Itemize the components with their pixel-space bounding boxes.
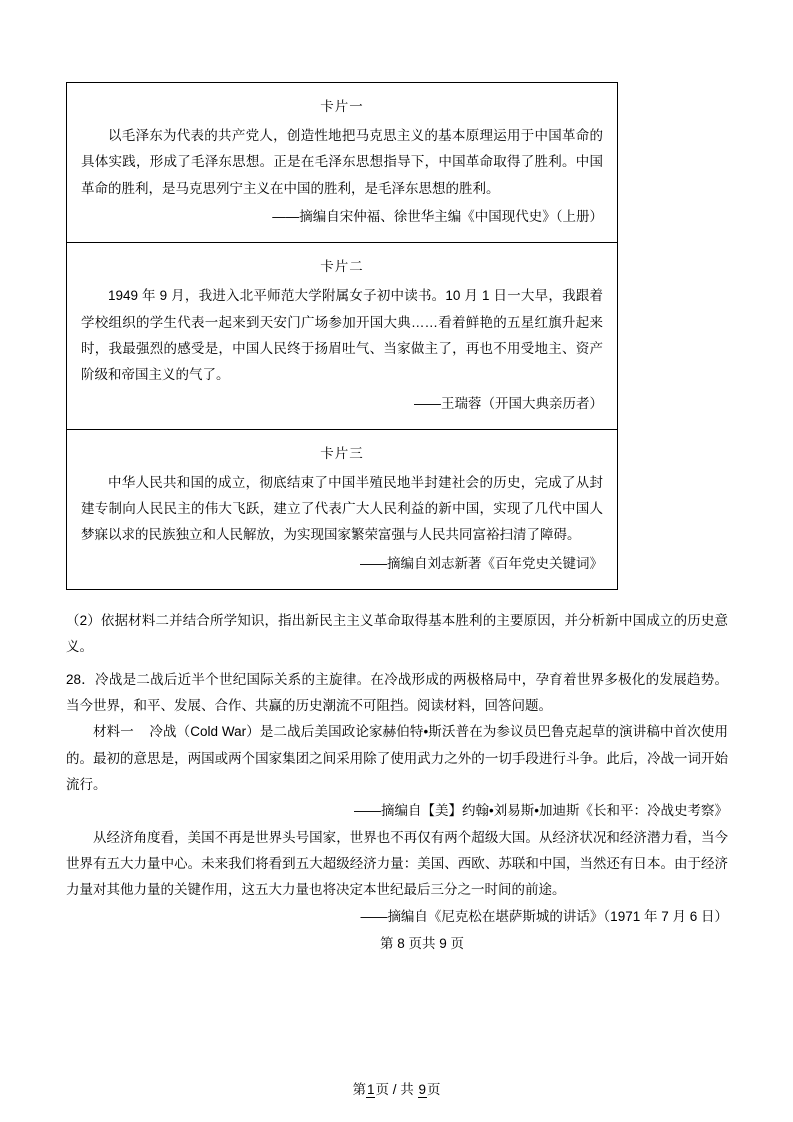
material-one-text: 冷战（Cold War）是二战后美国政论家赫伯特•斯沃普在为参议员巴鲁克起草的演讲稿中首次使用的。最初的意思是，两国或两个国家集团之间采用除了使用武力之外的一切手段进行斗争。此后，冷战一词开始流行。: [66, 724, 728, 792]
material-one-source: ——摘编自【美】约翰•刘易斯•加迪斯《长和平：冷战史考察》: [354, 803, 728, 819]
card-two-source: ——王瑞蓉（开国大典亲历者）: [414, 395, 603, 411]
card-one-title: 卡片一: [320, 99, 364, 114]
card-three: [67, 430, 617, 589]
material-two-text: 从经济角度看，美国不再是世界头号国家，世界也不再仅有两个超级大国。从经济状况和经济潜力看，当今世界有五大力量中心。未来我们将看到五大超级经济力量：美国、西欧、苏联和中国，当然还有日本。由于经济力量对其他力量的关键作用，这五大力量也将决定本世纪最后三分之一时间的前途。: [66, 829, 728, 898]
card-one: [67, 83, 617, 243]
page-indicator-middle: 页 / 共: [375, 1082, 418, 1097]
page-indicator: [0, 1078, 793, 1098]
inline-page-footer: 第 8 页共 9 页: [379, 935, 465, 951]
page-indicator-prefix: 第: [352, 1082, 366, 1097]
question-28-stem: 28．冷战是二战后近半个世纪国际关系的主旋律。在冷战形成的两极格局中，孕育着世界多极化的发展趋势。当今世界，和平、发展、合作、共赢的历史潮流不可阻挡。阅读材料，回答问题。: [66, 671, 728, 713]
card-two-title: 卡片二: [320, 259, 364, 275]
card-one-source: ——摘编自宋仲福、徐世华主编《中国现代史》（上册）: [272, 208, 603, 224]
card-three-source: ——摘编自刘志新著《百年党史关键词》: [360, 555, 603, 571]
page-indicator-current: 1: [366, 1082, 375, 1097]
card-two-body: [81, 283, 603, 388]
card-three-paragraph: 中华人民共和国的成立，彻底结束了中国半殖民地半封建社会的历史，完成了从封建专制向人民民主的伟大飞跃，建立了代表广大人民利益的新中国，实现了几代中国人梦寐以求的民族独立和人民解放，为实现国家繁荣富强与人民共同富裕扫清了障碍。: [81, 474, 603, 543]
page-indicator-suffix: 页: [427, 1082, 441, 1097]
card-one-paragraph: 以毛泽东为代表的共产党人，创造性地把马克思主义的基本原理运用于中国革命的具体实践，形成了毛泽东思想。正是在毛泽东思想指导下，中国革命取得了胜利。中国革命的胜利，是马克思列宁主义在中国的胜利，是毛泽东思想的胜利。: [81, 128, 603, 196]
question-2-text: （2）依据材料二并结合所学知识，指出新民主主义革命取得基本胜利的主要原因，并分析新中国成立的历史意义。: [66, 613, 728, 655]
card-three-body: [81, 470, 603, 549]
material-cards-table: [66, 82, 618, 590]
card-two-paragraph: 1949 年 9 月，我进入北平师范大学附属女子初中读书。10 月 1 日一大早，我跟着学校组织的学生代表一起来到天安门广场参加开国大典……看着鲜艳的五星红旗升起来时，我最强烈的感受是，中国人民终于扬眉吐气、当家做主了，再也不用受地主、资产阶级和帝国主义的气了。: [81, 288, 603, 383]
page-content: [66, 82, 728, 952]
card-one-body: [81, 123, 603, 202]
page-indicator-total: 9: [418, 1082, 427, 1097]
material-one-label: 材料一: [93, 724, 134, 740]
card-three-title: 卡片三: [320, 445, 364, 461]
material-two-source: ——摘编自《尼克松在堪萨斯城的讲话》（1971 年 7 月 6 日）: [360, 908, 728, 924]
card-two: [67, 243, 617, 430]
material-one-paragraph: [66, 719, 728, 798]
